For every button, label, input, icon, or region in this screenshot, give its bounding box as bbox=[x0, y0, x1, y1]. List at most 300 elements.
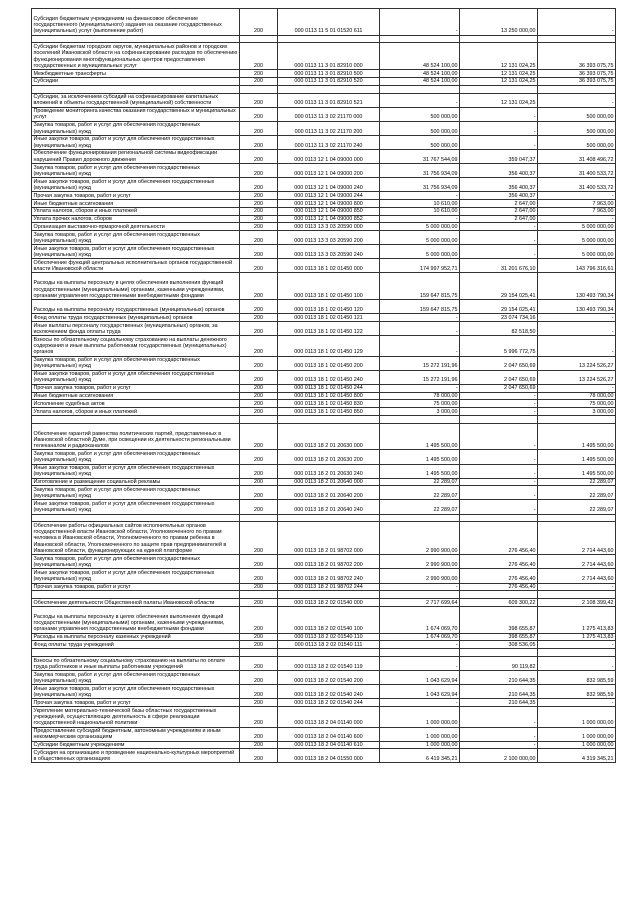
cell-budget-code: 000 0113 18 2 01 20630 200 bbox=[278, 450, 380, 464]
cell-unexecuted bbox=[538, 415, 616, 423]
cell-budget-code: 000 0113 13 3 03 20590 200 bbox=[278, 231, 380, 245]
cell-line-code: 200 bbox=[240, 583, 278, 591]
cell-budget-code: 000 0113 18 1 02 01450 122 bbox=[278, 322, 380, 336]
cell-approved: 5 000 000,00 bbox=[380, 245, 460, 259]
cell-budget-code: 000 0113 18 2 02 01540 244 bbox=[278, 699, 380, 707]
cell-executed: - bbox=[460, 223, 538, 231]
cell-name: Взносы по обязательному социальному страхованию на выплаты денежного содержания и иные выплаты работникам государственных (муниципальных) органов bbox=[32, 336, 240, 356]
cell-executed: - bbox=[460, 408, 538, 416]
cell-unexecuted: - bbox=[538, 93, 616, 107]
cell-approved: 174 997 952,71 bbox=[380, 259, 460, 273]
cell-budget-code: 000 0113 12 1 04 09000 244 bbox=[278, 192, 380, 200]
cell-executed: - bbox=[460, 400, 538, 408]
cell-approved: 500 000,00 bbox=[380, 107, 460, 121]
cell-name: Иные бюджетные ассигнования bbox=[32, 392, 240, 400]
cell-approved: 1 674 069,70 bbox=[380, 633, 460, 641]
cell-budget-code: 000 0113 18 1 02 01450 830 bbox=[278, 400, 380, 408]
cell-name bbox=[32, 649, 240, 657]
table-row bbox=[32, 522, 616, 555]
cell-unexecuted: 500 000,00 bbox=[538, 121, 616, 135]
cell-unexecuted bbox=[538, 591, 616, 599]
cell-line-code: 200 bbox=[240, 633, 278, 641]
cell-approved: 1 043 629,94 bbox=[380, 671, 460, 685]
cell-executed: - bbox=[460, 245, 538, 259]
cell-executed: - bbox=[460, 450, 538, 464]
cell-budget-code: 000 0113 13 3 03 20590 000 bbox=[278, 223, 380, 231]
cell-executed bbox=[460, 415, 538, 423]
cell-executed: 2 100 000,00 bbox=[460, 749, 538, 763]
cell-unexecuted: 36 393 075,75 bbox=[538, 43, 616, 70]
cell-line-code: 200 bbox=[240, 192, 278, 200]
cell-approved: - bbox=[380, 641, 460, 649]
cell-approved: - bbox=[380, 322, 460, 336]
cell-budget-code: 000 0113 18 1 02 01450 244 bbox=[278, 384, 380, 392]
cell-approved: 159 647 815,75 bbox=[380, 273, 460, 300]
cell-budget-code: 000 0113 12 1 04 09000 800 bbox=[278, 200, 380, 208]
cell-approved: 5 000 000,00 bbox=[380, 223, 460, 231]
cell-name: Фонд оплаты труда учреждений bbox=[32, 641, 240, 649]
cell-name: Прочая закупка товаров, работ и услуг bbox=[32, 192, 240, 200]
table-row bbox=[32, 356, 616, 370]
cell-line-code: 200 bbox=[240, 107, 278, 121]
cell-line-code: 200 bbox=[240, 400, 278, 408]
cell-line-code: 200 bbox=[240, 450, 278, 464]
table-row bbox=[32, 415, 616, 423]
cell-executed bbox=[460, 649, 538, 657]
cell-line-code: 200 bbox=[240, 178, 278, 192]
cell-unexecuted: - bbox=[538, 192, 616, 200]
cell-line-code: 200 bbox=[240, 606, 278, 633]
cell-line-code: 200 bbox=[240, 93, 278, 107]
cell-line-code bbox=[240, 649, 278, 657]
cell-approved: - bbox=[380, 314, 460, 322]
cell-approved: 2 990 900,00 bbox=[380, 569, 460, 583]
cell-name: Обеспечение работы официальных сайтов исполнительных органов государственной власти Ивановской области, Уполномоченного по правам человека в Ивановской области, Уполномоченного по правам ребенка в Ивановской области, Уполномоченного по защите прав предпринимателей в Ивановской области, функционирующих на единой платформе bbox=[32, 522, 240, 555]
cell-line-code: 200 bbox=[240, 423, 278, 450]
cell-budget-code bbox=[278, 415, 380, 423]
cell-line-code: 200 bbox=[240, 9, 278, 36]
cell-approved bbox=[380, 514, 460, 522]
cell-line-code: 200 bbox=[240, 671, 278, 685]
cell-line-code: 200 bbox=[240, 478, 278, 486]
table-row bbox=[32, 35, 616, 43]
cell-budget-code: 000 0113 18 1 02 01450 120 bbox=[278, 300, 380, 314]
cell-executed bbox=[460, 35, 538, 43]
cell-budget-code: 000 0113 18 2 01 98702 200 bbox=[278, 555, 380, 569]
cell-line-code: 200 bbox=[240, 727, 278, 741]
cell-approved bbox=[380, 591, 460, 599]
table-row bbox=[32, 215, 616, 223]
cell-unexecuted: - bbox=[538, 322, 616, 336]
cell-approved: 2 990 900,00 bbox=[380, 522, 460, 555]
table-row bbox=[32, 685, 616, 699]
cell-unexecuted: 31 400 533,72 bbox=[538, 178, 616, 192]
cell-unexecuted: - bbox=[538, 314, 616, 322]
cell-line-code: 200 bbox=[240, 569, 278, 583]
cell-name: Проведение мониторинга качества оказания государственных и муниципальных услуг bbox=[32, 107, 240, 121]
cell-line-code: 200 bbox=[240, 207, 278, 215]
cell-unexecuted: 31 400 533,72 bbox=[538, 164, 616, 178]
cell-executed: 210 644,35 bbox=[460, 685, 538, 699]
cell-budget-code: 000 0113 18 1 02 01450 240 bbox=[278, 370, 380, 384]
cell-unexecuted: 2 714 443,60 bbox=[538, 522, 616, 555]
table-row bbox=[32, 322, 616, 336]
cell-name: Организация выставочно-ярмарочной деятельности bbox=[32, 223, 240, 231]
cell-line-code: 200 bbox=[240, 356, 278, 370]
cell-unexecuted: 832 985,59 bbox=[538, 671, 616, 685]
cell-name: Уплата налогов, сборов и иных платежей bbox=[32, 207, 240, 215]
cell-executed: 276 456,40 bbox=[460, 522, 538, 555]
cell-executed: 2 647,00 bbox=[460, 200, 538, 208]
cell-approved: 10 610,00 bbox=[380, 200, 460, 208]
table-row bbox=[32, 85, 616, 93]
cell-unexecuted: 2 714 443,60 bbox=[538, 555, 616, 569]
cell-name: Фонд оплаты труда государственных (муниципальных) органов bbox=[32, 314, 240, 322]
cell-budget-code: 000 0113 11 3 01 82910 500 bbox=[278, 70, 380, 78]
cell-executed: - bbox=[460, 486, 538, 500]
cell-line-code: 200 bbox=[240, 685, 278, 699]
table-row bbox=[32, 223, 616, 231]
cell-unexecuted: 1 495 500,00 bbox=[538, 450, 616, 464]
cell-line-code bbox=[240, 85, 278, 93]
cell-budget-code: 000 0113 18 1 02 01450 100 bbox=[278, 273, 380, 300]
cell-line-code: 200 bbox=[240, 259, 278, 273]
table-row bbox=[32, 583, 616, 591]
table-row bbox=[32, 727, 616, 741]
cell-line-code: 200 bbox=[240, 164, 278, 178]
table-row bbox=[32, 245, 616, 259]
table-row bbox=[32, 178, 616, 192]
cell-budget-code: 000 0113 18 2 02 01540 240 bbox=[278, 685, 380, 699]
cell-budget-code: 000 0113 18 2 01 98702 244 bbox=[278, 583, 380, 591]
cell-name: Прочая закупка товаров, работ и услуг bbox=[32, 699, 240, 707]
cell-budget-code: 000 0113 18 2 04 01550 000 bbox=[278, 749, 380, 763]
table-row bbox=[32, 464, 616, 478]
cell-budget-code bbox=[278, 649, 380, 657]
table-row bbox=[32, 273, 616, 300]
cell-approved: 6 419 345,21 bbox=[380, 749, 460, 763]
cell-unexecuted: 832 985,59 bbox=[538, 685, 616, 699]
cell-approved: 15 272 191,96 bbox=[380, 356, 460, 370]
cell-unexecuted: 78 000,00 bbox=[538, 392, 616, 400]
cell-executed: 276 456,40 bbox=[460, 569, 538, 583]
table-row bbox=[32, 408, 616, 416]
cell-unexecuted: 500 000,00 bbox=[538, 107, 616, 121]
cell-unexecuted: 13 224 526,27 bbox=[538, 356, 616, 370]
cell-line-code: 200 bbox=[240, 322, 278, 336]
cell-approved: - bbox=[380, 583, 460, 591]
cell-executed: 359 047,37 bbox=[460, 149, 538, 163]
cell-line-code: 200 bbox=[240, 314, 278, 322]
cell-approved: 78 000,00 bbox=[380, 392, 460, 400]
cell-unexecuted: - bbox=[538, 215, 616, 223]
cell-approved: 1 495 500,00 bbox=[380, 450, 460, 464]
cell-name bbox=[32, 35, 240, 43]
cell-approved: - bbox=[380, 336, 460, 356]
cell-line-code: 200 bbox=[240, 699, 278, 707]
cell-name: Исполнение судебных актов bbox=[32, 400, 240, 408]
cell-approved: 1 043 629,94 bbox=[380, 685, 460, 699]
cell-budget-code: 000 0113 18 2 01 20630 240 bbox=[278, 464, 380, 478]
cell-unexecuted: 36 393 075,75 bbox=[538, 70, 616, 78]
table-row bbox=[32, 450, 616, 464]
cell-unexecuted: 1 275 413,83 bbox=[538, 606, 616, 633]
cell-approved: 1 495 500,00 bbox=[380, 423, 460, 450]
cell-unexecuted: 31 408 496,72 bbox=[538, 149, 616, 163]
cell-budget-code bbox=[278, 85, 380, 93]
cell-approved: 31 756 934,09 bbox=[380, 178, 460, 192]
cell-name: Субсидии бюджетам городских округов, муниципальных районов и городских поселений Ивановской области на софинансирование расходов по обеспечению функционирования многофункциональных центров предоставления государственных и муниципальных услуг bbox=[32, 43, 240, 70]
table-row bbox=[32, 599, 616, 607]
cell-executed bbox=[460, 514, 538, 522]
cell-name: Расходы на выплаты персоналу в целях обеспечения выполнения функций государственными (муниципальными) органами, казенными учреждениями, органами управления государственными внебюджетными фондами bbox=[32, 606, 240, 633]
table-row bbox=[32, 370, 616, 384]
cell-budget-code: 000 0113 18 1 02 01450 129 bbox=[278, 336, 380, 356]
cell-unexecuted: 1 495 500,00 bbox=[538, 423, 616, 450]
cell-line-code: 200 bbox=[240, 500, 278, 514]
cell-approved: 5 000 000,00 bbox=[380, 231, 460, 245]
cell-approved: 22 289,07 bbox=[380, 478, 460, 486]
cell-executed: 82 518,50 bbox=[460, 322, 538, 336]
cell-name: Взносы по обязательному социальному страхованию на выплаты по оплате труда работников и иные выплаты работникам учреждений bbox=[32, 657, 240, 671]
cell-name: Закупка товаров, работ и услуг для обеспечения государственных (муниципальных) нужд bbox=[32, 555, 240, 569]
cell-unexecuted: 1 000 000,00 bbox=[538, 707, 616, 727]
cell-line-code: 200 bbox=[240, 657, 278, 671]
cell-name: Обеспечение функционирования региональной системы видеофиксации нарушений Правил дорожного движения bbox=[32, 149, 240, 163]
table-row bbox=[32, 77, 616, 85]
cell-budget-code: 000 0113 12 1 04 09000 850 bbox=[278, 207, 380, 215]
table-row bbox=[32, 93, 616, 107]
cell-approved: 1 000 000,00 bbox=[380, 727, 460, 741]
cell-line-code: 200 bbox=[240, 741, 278, 749]
table-row bbox=[32, 649, 616, 657]
cell-unexecuted: 75 000,00 bbox=[538, 400, 616, 408]
cell-unexecuted: 22 289,07 bbox=[538, 486, 616, 500]
table-row bbox=[32, 164, 616, 178]
cell-name: Иные закупки товаров, работ и услуг для обеспечения государственных (муниципальных) нужд bbox=[32, 569, 240, 583]
cell-line-code: 200 bbox=[240, 273, 278, 300]
cell-approved: 500 000,00 bbox=[380, 121, 460, 135]
cell-executed: - bbox=[460, 121, 538, 135]
cell-executed: - bbox=[460, 741, 538, 749]
cell-approved: - bbox=[380, 657, 460, 671]
cell-executed: - bbox=[460, 727, 538, 741]
cell-budget-code: 000 0113 18 2 01 20640 200 bbox=[278, 486, 380, 500]
cell-unexecuted: 7 963,00 bbox=[538, 200, 616, 208]
cell-name: Расходы на выплаты персоналу в целях обеспечения выполнения функций государственными (муниципальными) органами, казенными учреждениями, органами управления государственными внебюджетными фондами bbox=[32, 273, 240, 300]
cell-executed: 356 400,37 bbox=[460, 192, 538, 200]
cell-unexecuted: 22 289,07 bbox=[538, 478, 616, 486]
cell-executed: 210 644,35 bbox=[460, 699, 538, 707]
cell-approved: - bbox=[380, 93, 460, 107]
cell-executed: 276 456,40 bbox=[460, 583, 538, 591]
cell-budget-code: 000 0113 11 3 02 21170 240 bbox=[278, 135, 380, 149]
cell-name: Обеспечение гарантий равенства политических партий, представленных в Ивановской областной Думе, при освещении их деятельности региональными телеканалом и радиоканалом bbox=[32, 423, 240, 450]
cell-name: Закупка товаров, работ и услуг для обеспечения государственных (муниципальных) нужд bbox=[32, 356, 240, 370]
cell-executed: - bbox=[460, 231, 538, 245]
cell-budget-code: 000 0113 11 3 01 82910 520 bbox=[278, 77, 380, 85]
table-row bbox=[32, 699, 616, 707]
cell-name: Прочая закупка товаров, работ и услуг bbox=[32, 583, 240, 591]
cell-approved: 1 495 500,00 bbox=[380, 464, 460, 478]
table-row bbox=[32, 478, 616, 486]
cell-unexecuted: 13 224 526,27 bbox=[538, 370, 616, 384]
table-row bbox=[32, 43, 616, 70]
cell-name: Субсидия бюджетным учреждениям на финансовое обеспечение государственного (муниципального) задания на оказание государственных (муниципальных) услуг (выполнение работ) bbox=[32, 9, 240, 36]
cell-unexecuted: - bbox=[538, 336, 616, 356]
cell-unexecuted bbox=[538, 85, 616, 93]
cell-executed: 398 655,87 bbox=[460, 606, 538, 633]
cell-budget-code: 000 0113 18 2 01 20640 000 bbox=[278, 478, 380, 486]
cell-executed: - bbox=[460, 464, 538, 478]
cell-line-code bbox=[240, 591, 278, 599]
cell-line-code bbox=[240, 35, 278, 43]
cell-line-code: 200 bbox=[240, 641, 278, 649]
cell-executed: - bbox=[460, 500, 538, 514]
cell-unexecuted: 22 289,07 bbox=[538, 500, 616, 514]
cell-approved: 10 610,00 bbox=[380, 207, 460, 215]
table-row bbox=[32, 657, 616, 671]
cell-name: Иные закупки товаров, работ и услуг для обеспечения государственных (муниципальных) нужд bbox=[32, 135, 240, 149]
cell-line-code: 200 bbox=[240, 336, 278, 356]
cell-unexecuted: 2 108 399,42 bbox=[538, 599, 616, 607]
cell-budget-code: 000 0113 18 2 02 01540 200 bbox=[278, 671, 380, 685]
cell-name: Обеспечение деятельности Общественной палаты Ивановской области bbox=[32, 599, 240, 607]
cell-executed: 398 655,87 bbox=[460, 633, 538, 641]
table-row bbox=[32, 314, 616, 322]
cell-unexecuted: 500 000,00 bbox=[538, 135, 616, 149]
cell-executed bbox=[460, 591, 538, 599]
cell-approved: 75 000,00 bbox=[380, 400, 460, 408]
cell-executed: 2 647,00 bbox=[460, 207, 538, 215]
table-body bbox=[32, 9, 616, 763]
cell-line-code: 200 bbox=[240, 200, 278, 208]
cell-approved: 48 524 100,00 bbox=[380, 70, 460, 78]
cell-line-code: 200 bbox=[240, 522, 278, 555]
cell-unexecuted bbox=[538, 649, 616, 657]
cell-unexecuted: 5 000 000,00 bbox=[538, 223, 616, 231]
cell-approved: - bbox=[380, 699, 460, 707]
cell-approved: 48 524 100,00 bbox=[380, 77, 460, 85]
table-row bbox=[32, 70, 616, 78]
cell-executed: 31 201 676,10 bbox=[460, 259, 538, 273]
cell-approved: 2 717 699,64 bbox=[380, 599, 460, 607]
cell-name: Субсидия на организацию и проведение национально-культурных мероприятий в общественных организациях bbox=[32, 749, 240, 763]
table-row bbox=[32, 641, 616, 649]
table-row bbox=[32, 192, 616, 200]
table-row bbox=[32, 500, 616, 514]
cell-name: Иные закупки товаров, работ и услуг для обеспечения государственных (муниципальных) нужд bbox=[32, 245, 240, 259]
cell-name: Закупка товаров, работ и услуг для обеспечения государственных (муниципальных) нужд bbox=[32, 121, 240, 135]
cell-approved: - bbox=[380, 215, 460, 223]
cell-name: Субсидии, за исключением субсидий на софинансирование капитальных вложений в объекты государственной (муниципальной) собственности bbox=[32, 93, 240, 107]
table-row bbox=[32, 392, 616, 400]
cell-approved: 48 524 100,00 bbox=[380, 43, 460, 70]
cell-executed: 2 047 650,69 bbox=[460, 384, 538, 392]
cell-approved: 1 000 000,00 bbox=[380, 741, 460, 749]
cell-budget-code: 000 0113 18 2 02 01540 111 bbox=[278, 641, 380, 649]
cell-budget-code: 000 0113 12 1 04 09000 200 bbox=[278, 164, 380, 178]
cell-line-code: 200 bbox=[240, 149, 278, 163]
cell-executed: 356 400,37 bbox=[460, 178, 538, 192]
table-row bbox=[32, 633, 616, 641]
cell-budget-code: 000 0113 18 1 02 01450 121 bbox=[278, 314, 380, 322]
cell-budget-code: 000 0113 18 1 02 01450 000 bbox=[278, 259, 380, 273]
cell-line-code: 200 bbox=[240, 464, 278, 478]
cell-budget-code: 000 0113 12 1 04 09000 240 bbox=[278, 178, 380, 192]
cell-approved: 31 767 544,09 bbox=[380, 149, 460, 163]
table-row bbox=[32, 121, 616, 135]
cell-approved: - bbox=[380, 192, 460, 200]
cell-unexecuted bbox=[538, 514, 616, 522]
cell-approved: 500 000,00 bbox=[380, 135, 460, 149]
cell-name: Обеспечение функций центральных исполнительных органов государственной власти Ивановской области bbox=[32, 259, 240, 273]
cell-budget-code bbox=[278, 514, 380, 522]
cell-approved bbox=[380, 649, 460, 657]
table-row bbox=[32, 591, 616, 599]
cell-name bbox=[32, 591, 240, 599]
cell-unexecuted: 3 000,00 bbox=[538, 408, 616, 416]
cell-unexecuted: - bbox=[538, 657, 616, 671]
cell-unexecuted bbox=[538, 35, 616, 43]
cell-unexecuted: 5 000 000,00 bbox=[538, 231, 616, 245]
cell-budget-code: 000 0113 18 2 02 01540 100 bbox=[278, 606, 380, 633]
table-row bbox=[32, 384, 616, 392]
cell-name: Иные закупки товаров, работ и услуг для обеспечения государственных (муниципальных) нужд bbox=[32, 685, 240, 699]
cell-executed: 12 131 024,25 bbox=[460, 93, 538, 107]
cell-executed: 12 131 024,25 bbox=[460, 43, 538, 70]
cell-unexecuted: 36 393 075,75 bbox=[538, 77, 616, 85]
cell-approved: 22 289,07 bbox=[380, 500, 460, 514]
cell-budget-code: 000 0113 18 2 02 01540 119 bbox=[278, 657, 380, 671]
cell-line-code: 200 bbox=[240, 392, 278, 400]
table-row bbox=[32, 207, 616, 215]
cell-executed: - bbox=[460, 707, 538, 727]
cell-line-code: 200 bbox=[240, 231, 278, 245]
cell-name: Укрепление материально-технической базы областных государственных учреждений, осуществляющих деятельность в сфере реализации государственной национальной политики bbox=[32, 707, 240, 727]
cell-name: Закупка товаров, работ и услуг для обеспечения государственных (муниципальных) нужд bbox=[32, 450, 240, 464]
cell-budget-code: 000 0113 11 3 01 82910 521 bbox=[278, 93, 380, 107]
cell-approved: 1 674 069,70 bbox=[380, 606, 460, 633]
table-row bbox=[32, 555, 616, 569]
table-row bbox=[32, 231, 616, 245]
cell-executed: 12 131 024,25 bbox=[460, 70, 538, 78]
cell-approved: 159 647 815,75 bbox=[380, 300, 460, 314]
table-row bbox=[32, 400, 616, 408]
cell-unexecuted: 130 493 790,34 bbox=[538, 273, 616, 300]
cell-line-code: 200 bbox=[240, 245, 278, 259]
cell-line-code: 200 bbox=[240, 43, 278, 70]
cell-budget-code: 000 0113 18 2 04 01140 000 bbox=[278, 707, 380, 727]
cell-unexecuted: 1 275 413,83 bbox=[538, 633, 616, 641]
cell-unexecuted: 1 000 000,00 bbox=[538, 741, 616, 749]
cell-budget-code bbox=[278, 591, 380, 599]
cell-line-code: 200 bbox=[240, 707, 278, 727]
cell-unexecuted: - bbox=[538, 641, 616, 649]
cell-name: Иные выплаты персоналу государственных (муниципальных) органов, за исключением фонда оплаты труда bbox=[32, 322, 240, 336]
cell-executed: 13 250 000,00 bbox=[460, 9, 538, 36]
cell-name: Прочая закупка товаров, работ и услуг bbox=[32, 384, 240, 392]
cell-name: Иные закупки товаров, работ и услуг для обеспечения государственных (муниципальных) нужд bbox=[32, 500, 240, 514]
cell-approved: - bbox=[380, 384, 460, 392]
table-row bbox=[32, 200, 616, 208]
table-row bbox=[32, 107, 616, 121]
cell-executed: 90 119,82 bbox=[460, 657, 538, 671]
cell-unexecuted: 130 493 790,34 bbox=[538, 300, 616, 314]
cell-budget-code: 000 0113 13 3 03 20590 240 bbox=[278, 245, 380, 259]
cell-line-code: 200 bbox=[240, 599, 278, 607]
table-row bbox=[32, 149, 616, 163]
